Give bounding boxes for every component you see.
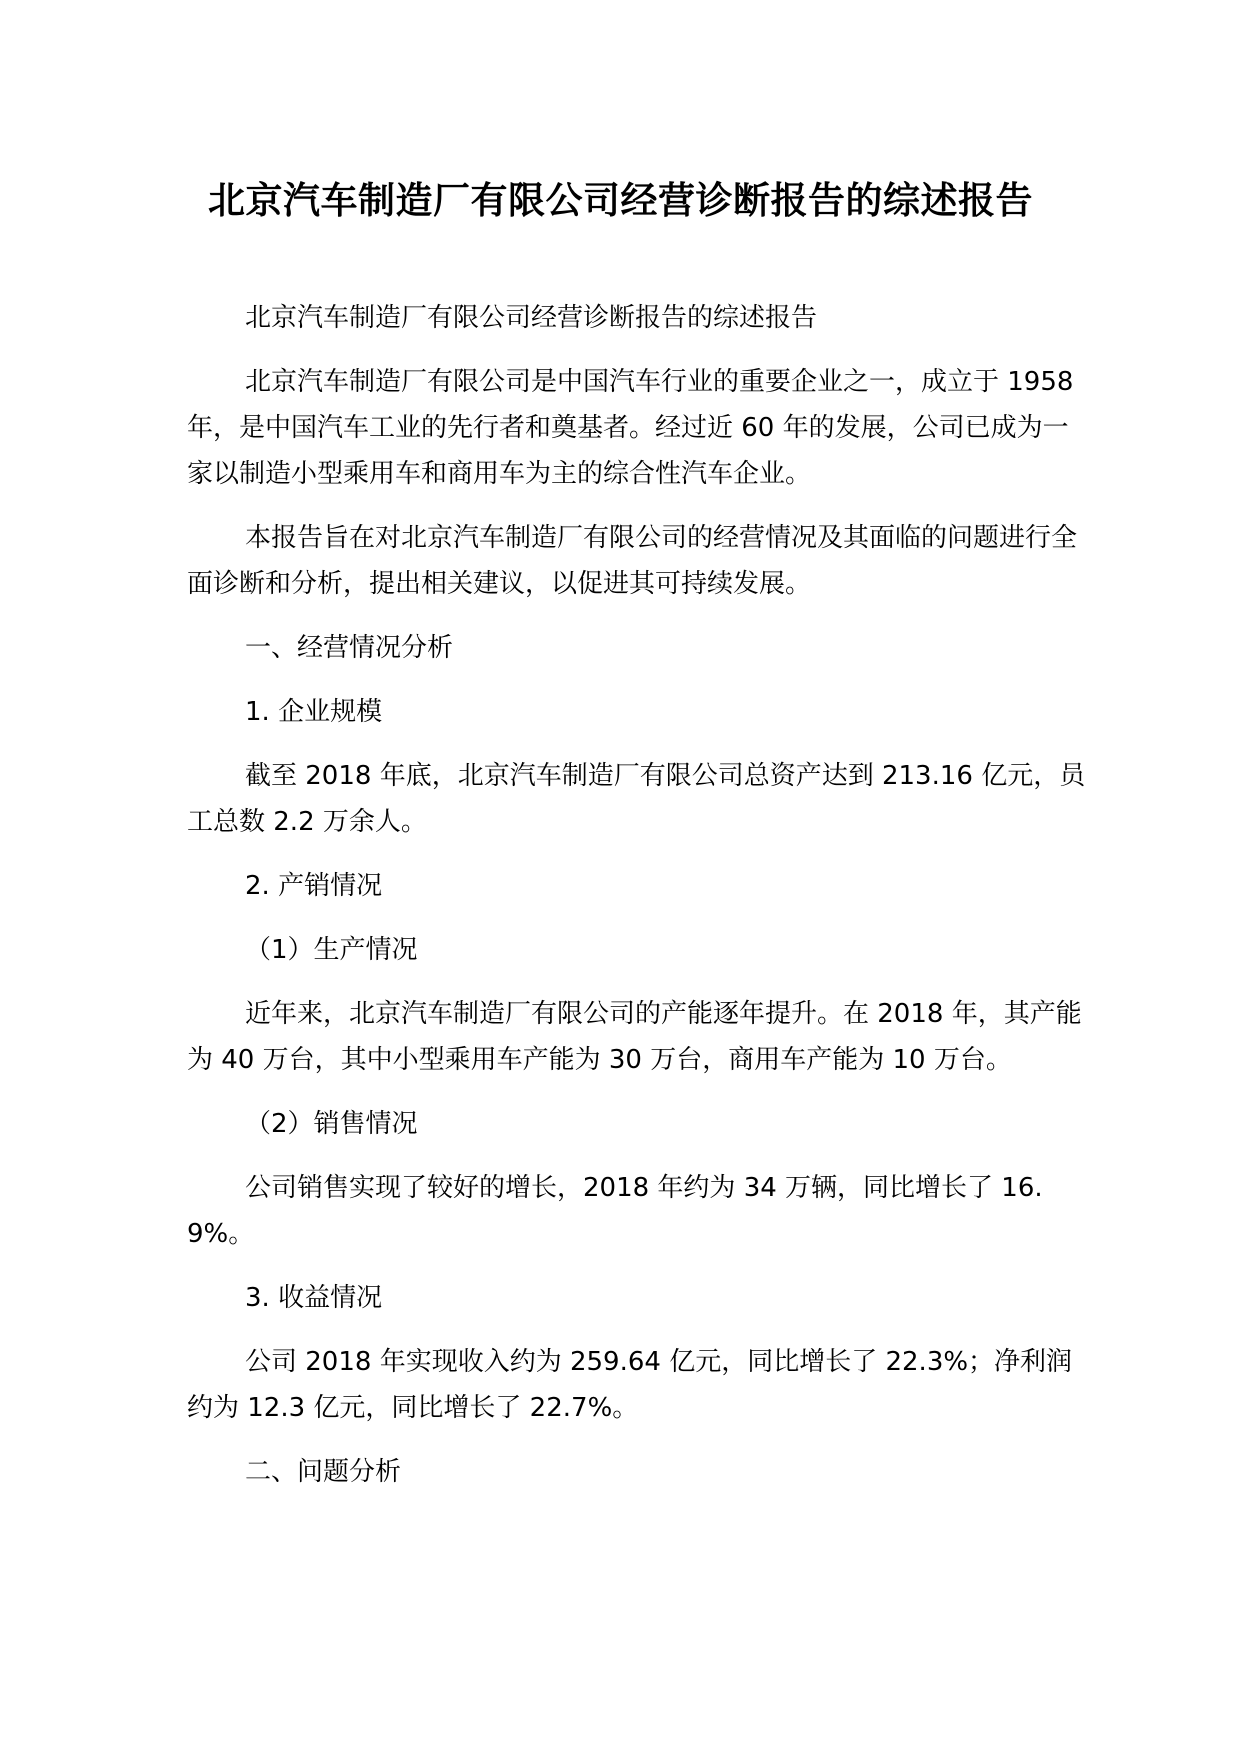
section-heading-operations: 一、经营情况分析: [245, 633, 454, 663]
subsubsection-heading-sales: （2）销售情况: [245, 1109, 418, 1139]
scale-paragraph: 截至 2018 年底，北京汽车制造厂有限公司总资产达到 213.16 亿元，员工总数 2.2 万余人。: [187, 761, 1086, 837]
intro-repeat-title: 北京汽车制造厂有限公司经营诊断报告的综述报告: [245, 303, 818, 333]
subsection-heading-scale: 1. 企业规模: [245, 697, 383, 727]
company-overview-paragraph: 北京汽车制造厂有限公司是中国汽车行业的重要企业之一，成立于 1958 年，是中国汽车工业的先行者和奠基者。经过近 60 年的发展，公司已成为一家以制造小型乘用车和商用车为主的综合性汽车企业。: [187, 367, 1074, 489]
report-purpose-paragraph: 本报告旨在对北京汽车制造厂有限公司的经营情况及其面临的问题进行全面诊断和分析，提出相关建议，以促进其可持续发展。: [187, 523, 1078, 599]
production-paragraph: 近年来，北京汽车制造厂有限公司的产能逐年提升。在 2018 年，其产能为 40 万台，其中小型乘用车产能为 30 万台，商用车产能为 10 万台。: [187, 999, 1082, 1075]
revenue-paragraph: 公司 2018 年实现收入约为 259.64 亿元，同比增长了 22.3%；净利润约为 12.3 亿元，同比增长了 22.7%。: [187, 1347, 1073, 1423]
subsection-heading-revenue: 3. 收益情况: [245, 1283, 383, 1313]
subsubsection-heading-production: （1）生产情况: [245, 935, 418, 965]
document-title: 北京汽车制造厂有限公司经营诊断报告的综述报告: [208, 179, 1033, 222]
section-heading-problems: 二、问题分析: [245, 1457, 402, 1487]
subsection-heading-production-sales: 2. 产销情况: [245, 871, 383, 901]
document-body: [187, 295, 1087, 1513]
sales-paragraph: 公司销售实现了较好的增长，2018 年约为 34 万辆，同比增长了 16.9%。: [187, 1173, 1043, 1249]
